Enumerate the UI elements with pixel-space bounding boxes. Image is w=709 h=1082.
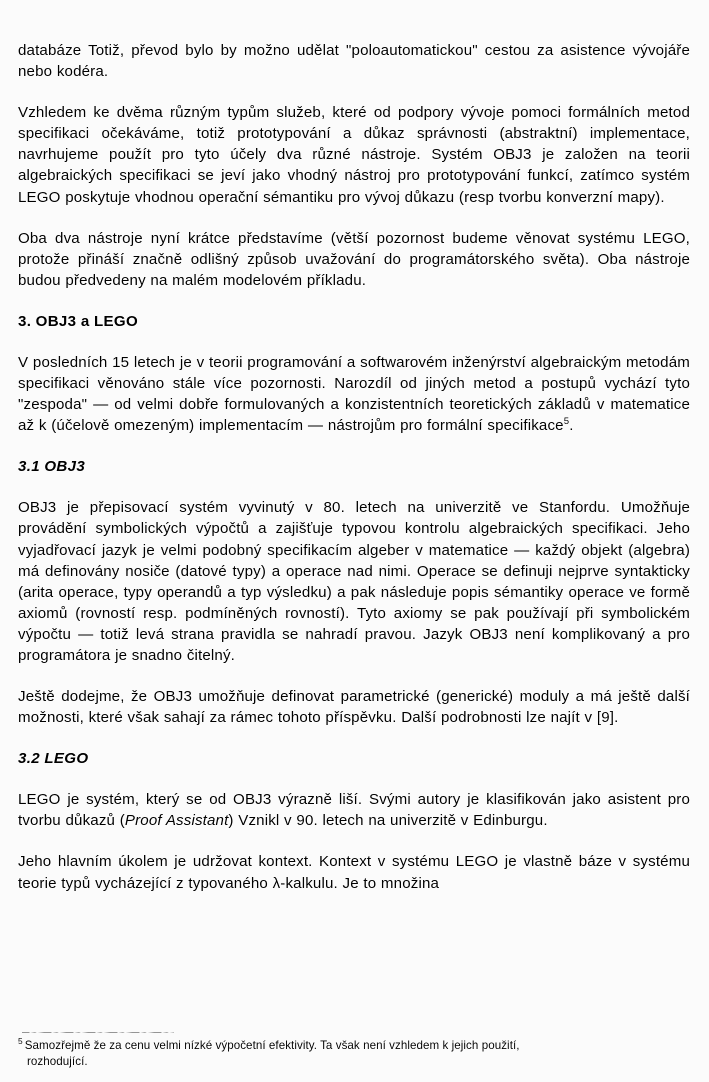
paragraph-text-rest: ) Vznikl v 90. letech na univerzitě v Edinburgu. (228, 812, 548, 830)
paragraph-obj3-prepisovaci-system: OBJ3 je přepisovací systém vyvinutý v 80. letech na univerzitě ve Stanfordu. Umožňuje provádění symbolických výpočtů a zajišťuje typovou kontrolu algebraických specifikaci. Jeho vyjadřovací jazyk je velmi podobný specifikacím algeber v matematice — každý objekt (algebra) má definovány nosiče (datové typy) a operace nad nimi. Operace se definuji nejprve syntakticky (arita operace, typy operandů a typ výsledku) a pak následuje popis sémantiky operace ve formě axiomů (rovností resp. podmíněných rovností). Tyto axiomy se pak používají při symbolickém výpočtu — totiž levá strana pravidla se nahradí pravou. Jazyk OBJ3 není komplikovaný a pro programátora je snadno čitelný. (18, 499, 690, 664)
footnote-5 (18, 1038, 690, 1070)
paragraph-text-main: V posledních 15 letech je v teorii programování a softwarovém inženýrství algebraickým metodám specifikaci věnováno stále více pozornosti. Narozdíl od jiných metod a postupů vychází tyto "zespoda" — od velmi dobře formulovaných a konzistentních teoretických základů v matematice až k (účelově omezeným) implementacím — nástrojům pro formální specifikace (18, 353, 690, 435)
paragraph-jeste-dodejme: Ještě dodejme, že OBJ3 umožňuje definovat parametrické (generické) moduly a má ještě další možnosti, které však sahají za rámec tohoto příspěvku. Další podrobnosti lze najít v [9]. (18, 688, 690, 727)
paragraph-databaze: databáze Totiž, převod bylo by možno udělat "poloautomatickou" cestou za asistence vývojáře nebo kodéra. (18, 42, 690, 81)
heading-section-3: 3. OBJ3 a LEGO (18, 312, 138, 330)
footnote-separator-rule (22, 1032, 174, 1033)
term-proof-assistant: Proof Assistant (124, 812, 229, 830)
footnote-area (18, 1032, 690, 1070)
footnote-line-2: rozhodující. (27, 1055, 88, 1068)
paragraph-text-tail: . (569, 417, 574, 435)
footnote-reference-5: 5 (563, 416, 570, 428)
heading-section-3-2: 3.2 LEGO (18, 750, 89, 768)
footnote-line-1: Samozřejmě že za cenu velmi nízké výpočetní efektivity. Ta však není vzhledem k jejich použití, (24, 1039, 520, 1052)
paragraph-lego-je-system (18, 789, 690, 831)
paragraph-vzhledem-ke-dvema: Vzhledem ke dvěma různým typům služeb, které od podpory vývoje pomoci formálních metod specifikaci očekáváme, totiž prototypování a důkaz správnosti (abstraktní) implementace, navrhujeme použít pro tyto účely dva různé nástroje. Systém OBJ3 je založen na teorii algebraických specifikaci se jeví jako vhodný nástroj pro prototypování funkcí, zatímco systém LEGO poskytuje vhodnou operační sémantiku pro vývoj důkazu (resp tvorbu konverzní mapy). (18, 104, 690, 206)
paragraph-text-lead: LEGO je systém, který se od OBJ3 výrazně liší. Svými autory je klasifikován jako asistent pro tvorbu důkazů ( (18, 791, 690, 830)
paragraph-jeho-hlavnim-ukolem: Jeho hlavním úkolem je udržovat kontext. Kontext v systému LEGO je vlastně báze v systému teorie typů vycházející z typovaného λ-kalkulu. Je to množina (18, 853, 690, 892)
heading-section-3-1: 3.1 OBJ3 (18, 458, 86, 476)
paragraph-v-poslednich-15-letech (18, 352, 690, 436)
footnote-marker: 5 (18, 1036, 23, 1047)
paragraph-oba-dva-nastroje: Oba dva nástroje nyní krátce představíme (větší pozornost budeme věnovat systému LEGO, protože přináší značně odlišný způsob uvažování do programátorského světa). Oba nástroje budou předvedeny na malém modelovém příkladu. (18, 229, 690, 289)
